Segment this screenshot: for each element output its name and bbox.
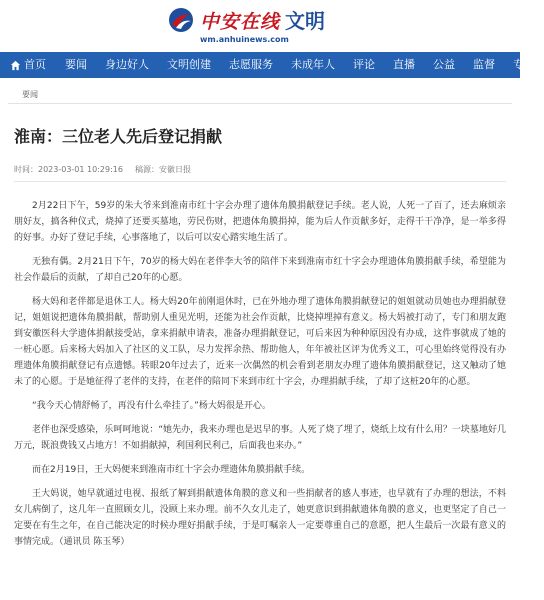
home-icon <box>10 60 21 71</box>
site-logo[interactable] <box>168 5 325 44</box>
article-paragraph: 老伴也深受感染，乐呵呵地说：“她先办，我来办理也是迟早的事。人死了烧了埋了，烧纸上坟有什么用？一块墓地好几万元，既浪费钱又占地方！不如捐献掉，利国利民利己，后面我也来办。” <box>14 425 506 451</box>
nav-item-home[interactable] <box>2 52 56 78</box>
article-paragraph: “我今天心情舒畅了，再没有什么牵挂了。”杨大妈很是开心。 <box>32 401 271 411</box>
nav-item-minors[interactable]: 未成年人 <box>291 58 335 71</box>
logo-section-text: 文明 <box>285 9 326 33</box>
article-title: 淮南：三位老人先后登记捐献 <box>14 127 223 146</box>
nav-item-label: 首页 <box>24 58 46 71</box>
article-body <box>0 182 520 550</box>
logo-url-text: wm.anhuinews.com <box>200 35 289 44</box>
nav-item-supervision[interactable]: 监督 <box>473 58 495 71</box>
logo-emblem-icon <box>168 7 194 33</box>
article-meta <box>14 164 506 182</box>
logo-brand-text: 中安在线 <box>200 11 281 33</box>
article-paragraph: 无独有偶。2月21日下午，70岁的杨大妈在老伴李大爷的陪伴下来到淮南市红十字会办理遗体角膜捐献手续，希望能为社会作最后的贡献，了却自己20年的心愿。 <box>14 257 506 283</box>
article-time: 时间：2023-03-01 10:29:16 <box>14 165 123 174</box>
breadcrumb[interactable]: 要闻 <box>8 78 512 104</box>
nav-item-news[interactable]: 要闻 <box>65 58 87 71</box>
nav-item-charity[interactable]: 公益 <box>433 58 455 71</box>
article-source: 稿源：安徽日报 <box>134 165 191 174</box>
nav-item-column[interactable]: 专栏 <box>513 58 535 71</box>
article-paragraph: 2月22日下午，59岁的朱大爷来到淮南市红十字会办理了遗体角膜捐献登记手续。老人说，人死一了百了，还去麻烦亲朋好友，搞各种仪式，烧掉了还要买墓地，劳民伤财，把遗体角膜捐掉，能为后人作贡献多好，走得干干净净，是一举多得的好事。办好了登记手续，心事落地了，以后可以安心踏实地生活了。 <box>14 201 506 243</box>
main-nav <box>0 52 535 78</box>
nav-item-volunteer[interactable]: 志愿服务 <box>229 58 273 71</box>
article-paragraph: 王大妈说，她早就通过电视、报纸了解到捐献遗体角膜的意义和一些捐献者的感人事迹，也早就有了办理的想法，不料女儿病倒了，这几年一直照顾女儿，没顾上来办理。前不久女儿走了，她更意识到捐献遗体角膜的意义，也更坚定了自己一定要在有生之年，在自己能决定的时候办理好捐献手续，于是叮嘱亲人一定要尊重自己的意愿，把人生最后一次最有意义的事情完成。（通讯员 陈玉琴） <box>14 489 506 547</box>
nav-item-civilization[interactable]: 文明创建 <box>167 58 211 71</box>
nav-item-good-people[interactable]: 身边好人 <box>105 58 149 71</box>
article-paragraph: 杨大妈和老伴都是退休工人。杨大妈20年前刚退休时，已在外地办理了遗体角膜捐献登记的姐姐就动员她也办理捐献登记，姐姐说把遗体角膜捐献，帮助别人重见光明，还能为社会作贡献，比烧掉埋掉有意义。杨大妈被打动了，专门和朋友跑到安徽医科大学遗体捐献接受站，拿来捐献申请表，准备办理捐献登记，可后来因为种种原因没有办成，这件事就成了她的一桩心愿。后来杨大妈加入了社区的义工队，尽力发挥余热、帮助他人，年年被社区评为优秀义工，可心里始终觉得没有办理遗体角膜捐献登记有点遗憾。转眼20年过去了，近来一次偶然的机会看到老朋友办理了遗体角膜捐献登记，这又触动了她未了的心愿。于是她征得了老伴的支持，在老伴的陪同下来到市红十字会，办理捐献手续，了却了这桩20年的心愿。 <box>14 297 506 387</box>
site-header <box>0 0 520 52</box>
nav-item-live[interactable]: 直播 <box>393 58 415 71</box>
nav-item-commentary[interactable]: 评论 <box>353 58 375 71</box>
article-paragraph: 而在2月19日，王大妈便来到淮南市红十字会办理遗体角膜捐献手续。 <box>32 465 311 475</box>
